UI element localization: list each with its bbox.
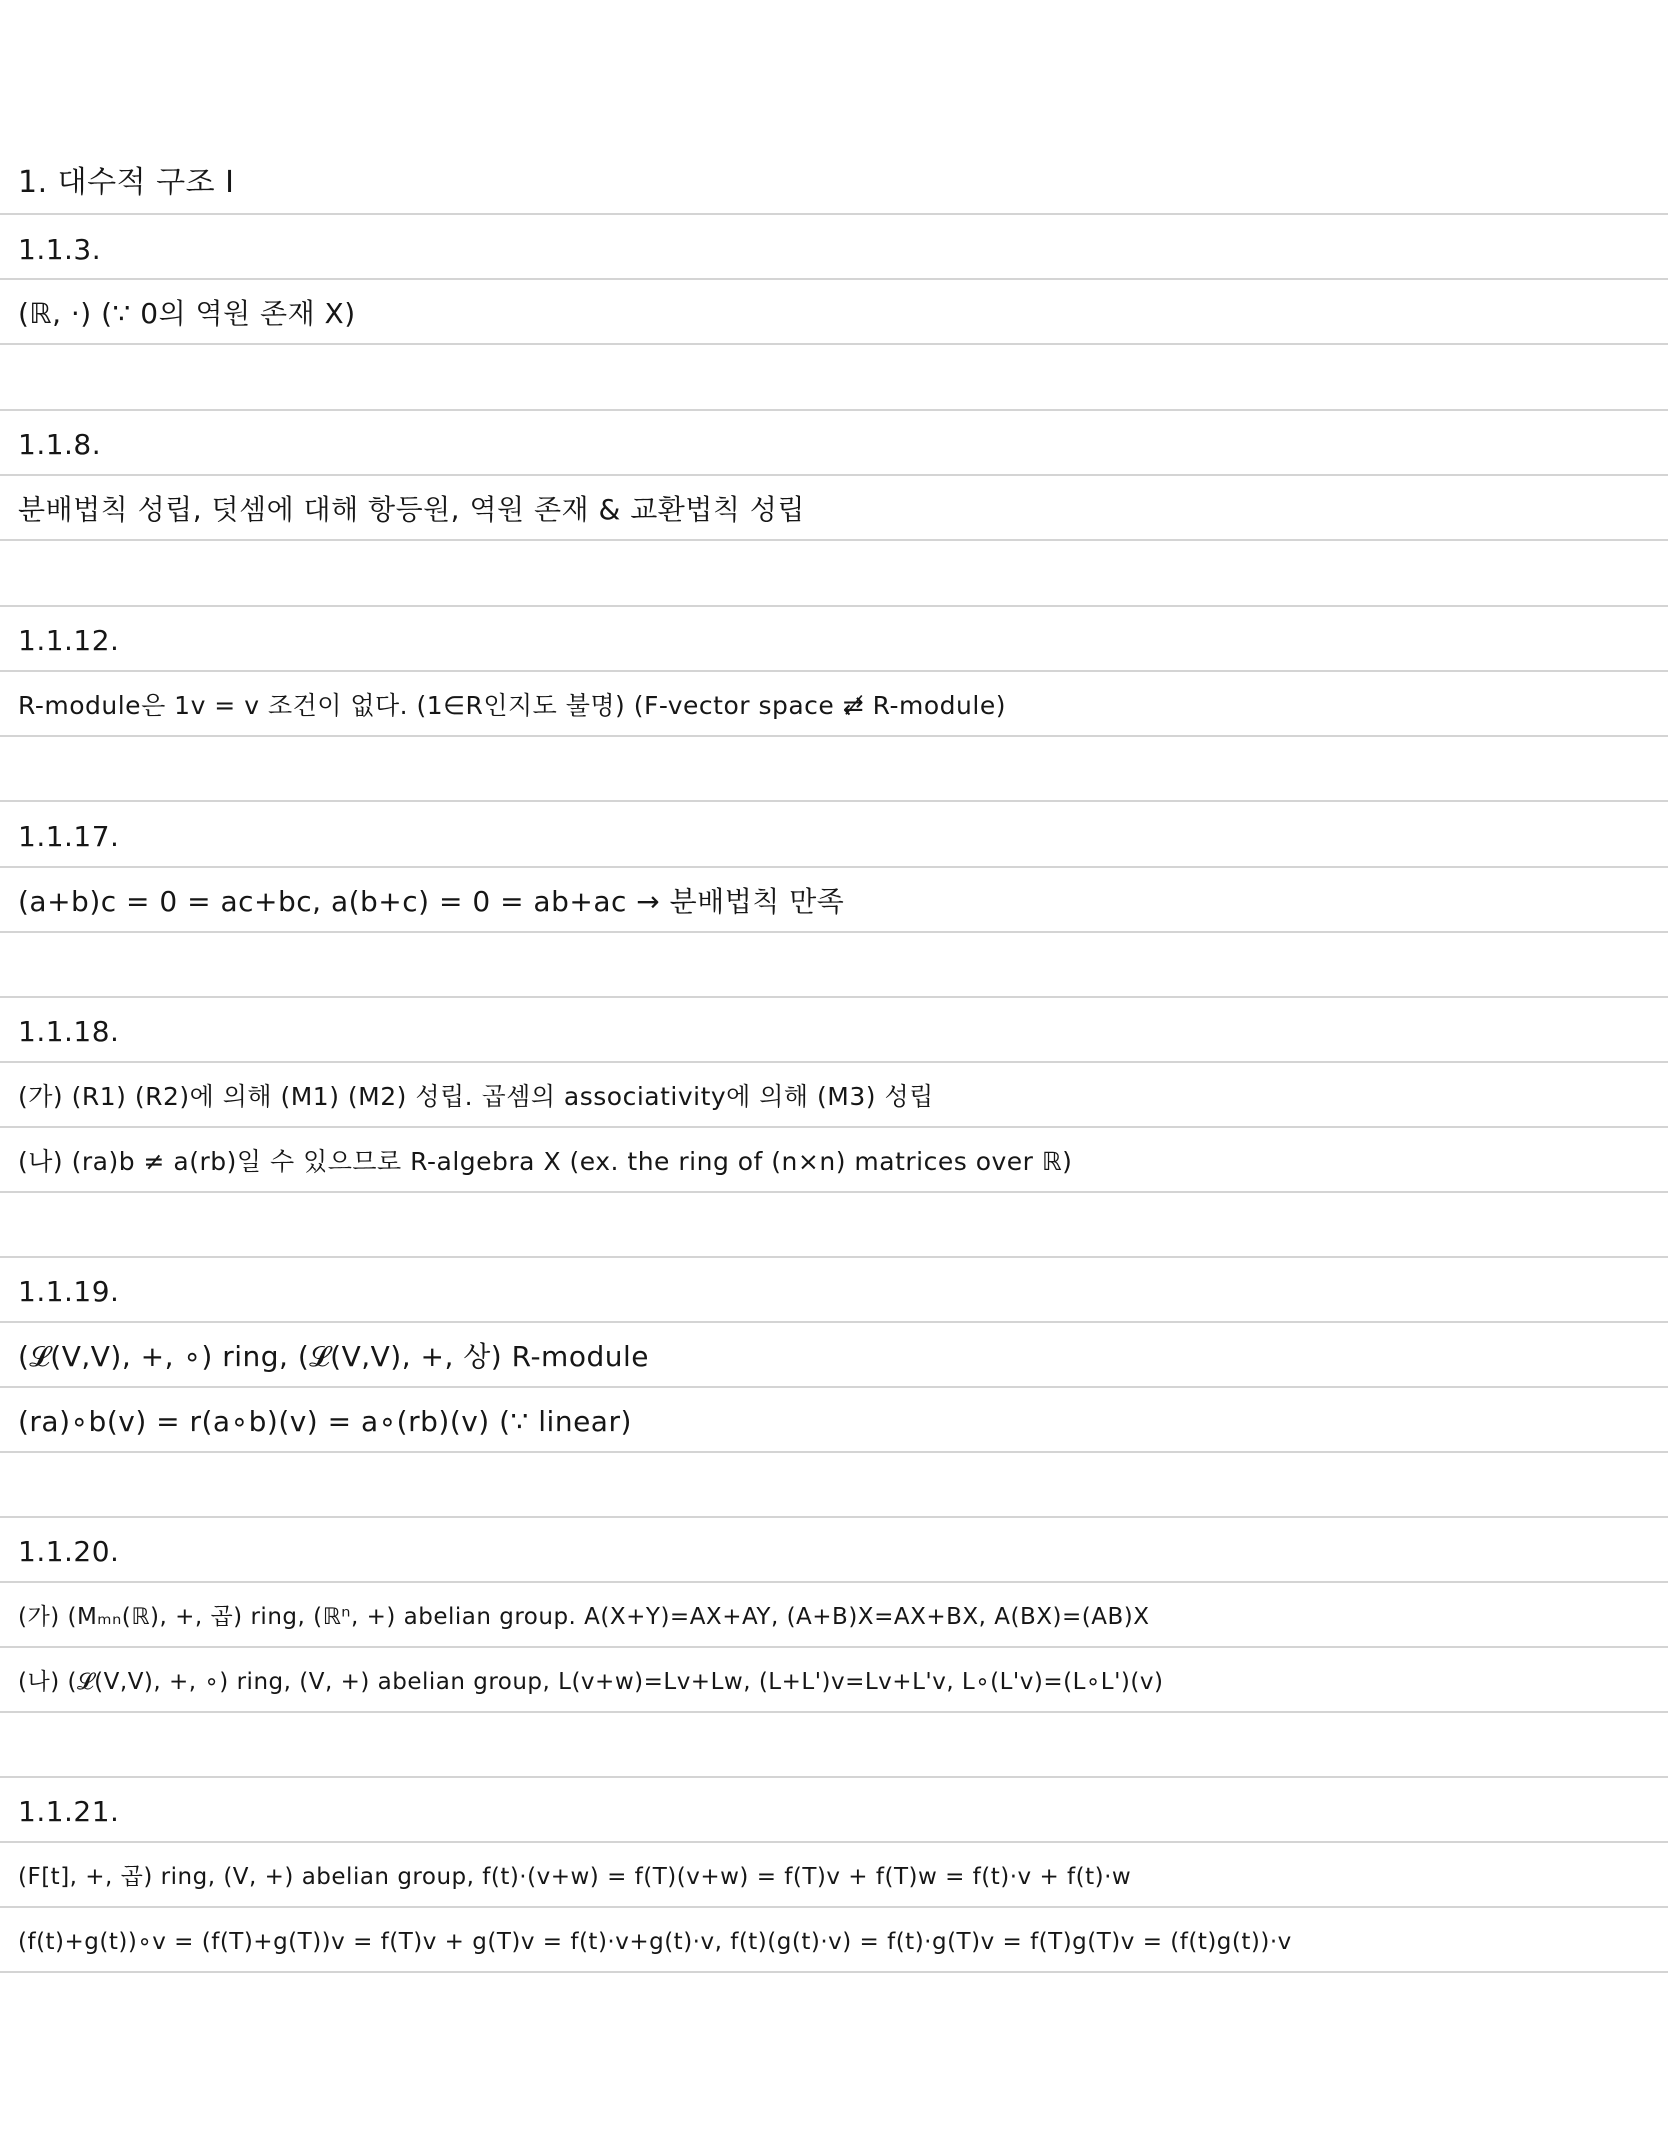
ruled-line (0, 1386, 1668, 1388)
ruled-line (0, 800, 1668, 802)
ruled-line (0, 996, 1668, 998)
problem-number: 1.1.3. (18, 233, 102, 266)
answer-line: (f(t)+g(t))∘v = (f(T)+g(T))v = f(T)v + g(T)v = f(t)·v+g(t)·v, f(t)(g(t)·v) = f(t)·g(T)v = f(T)g(T)v = (f(t)g(t))·v (18, 1929, 1292, 1955)
answer-line: (나) (𝓛(V,V), +, ∘) ring, (V, +) abelian group, L(v+w)=Lv+Lw, (L+L')v=Lv+L'v, L∘(L'v)=(L∘L')(v) (18, 1669, 1164, 1695)
ruled-line (0, 670, 1668, 672)
problem-number: 1.1.18. (18, 1015, 120, 1048)
answer-line: (가) (R1) (R2)에 의해 (M1) (M2) 성립. 곱셈의 associativity에 의해 (M3) 성립 (18, 1082, 934, 1111)
answer-line: R-module은 1v = v 조건이 없다. (1∈R인지도 불명) (F-vector space ⇄̸ R-module) (18, 691, 1006, 720)
ruled-line (0, 213, 1668, 215)
answer-line: (나) (ra)b ≠ a(rb)일 수 있으므로 R-algebra X (ex. the ring of (n×n) matrices over ℝ) (18, 1147, 1073, 1176)
ruled-line (0, 539, 1668, 541)
answer-line: (ℝ, ·) (∵ 0의 역원 존재 X) (18, 297, 356, 330)
answer-line: (F[t], +, 곱) ring, (V, +) abelian group, f(t)·(v+w) = f(T)(v+w) = f(T)v + f(T)w = f(t)·v + f(t)·w (18, 1864, 1132, 1890)
ruled-line (0, 1321, 1668, 1323)
problem-number: 1.1.8. (18, 428, 102, 461)
problem-number: 1.1.12. (18, 624, 120, 657)
ruled-line (0, 931, 1668, 933)
ruled-line (0, 409, 1668, 411)
ruled-line (0, 1906, 1668, 1908)
answer-line: (𝓛(V,V), +, ∘) ring, (𝓛(V,V), +, 상) R-module (18, 1340, 649, 1373)
answer-line: (가) (Mₘₙ(ℝ), +, 곱) ring, (ℝⁿ, +) abelian group. A(X+Y)=AX+AY, (A+B)X=AX+BX, A(BX)=(AB)X (18, 1604, 1150, 1630)
answer-line: 분배법칙 성립, 덧셈에 대해 항등원, 역원 존재 & 교환법칙 성립 (18, 493, 805, 526)
ruled-line (0, 343, 1668, 345)
ruled-line (0, 1061, 1668, 1063)
ruled-line (0, 1256, 1668, 1258)
answer-line: (ra)∘b(v) = r(a∘b)(v) = a∘(rb)(v) (∵ linear) (18, 1405, 632, 1438)
ruled-line (0, 1841, 1668, 1843)
answer-line: (a+b)c = 0 = ac+bc, a(b+c) = 0 = ab+ac → 분배법칙 만족 (18, 885, 845, 918)
problem-number: 1.1.17. (18, 820, 120, 853)
ruled-line (0, 1776, 1668, 1778)
ruled-line (0, 1971, 1668, 1973)
ruled-line (0, 474, 1668, 476)
problem-number: 1.1.20. (18, 1535, 120, 1568)
ruled-line (0, 1711, 1668, 1713)
ruled-line (0, 866, 1668, 868)
ruled-line (0, 1646, 1668, 1648)
ruled-line (0, 1126, 1668, 1128)
ruled-line (0, 605, 1668, 607)
ruled-line (0, 1451, 1668, 1453)
ruled-line (0, 1516, 1668, 1518)
ruled-line (0, 1581, 1668, 1583)
ruled-line (0, 278, 1668, 280)
problem-number: 1.1.21. (18, 1795, 120, 1828)
ruled-line (0, 1191, 1668, 1193)
chapter-title: 1. 대수적 구조 I (18, 165, 235, 200)
ruled-line (0, 735, 1668, 737)
problem-number: 1.1.19. (18, 1275, 120, 1308)
